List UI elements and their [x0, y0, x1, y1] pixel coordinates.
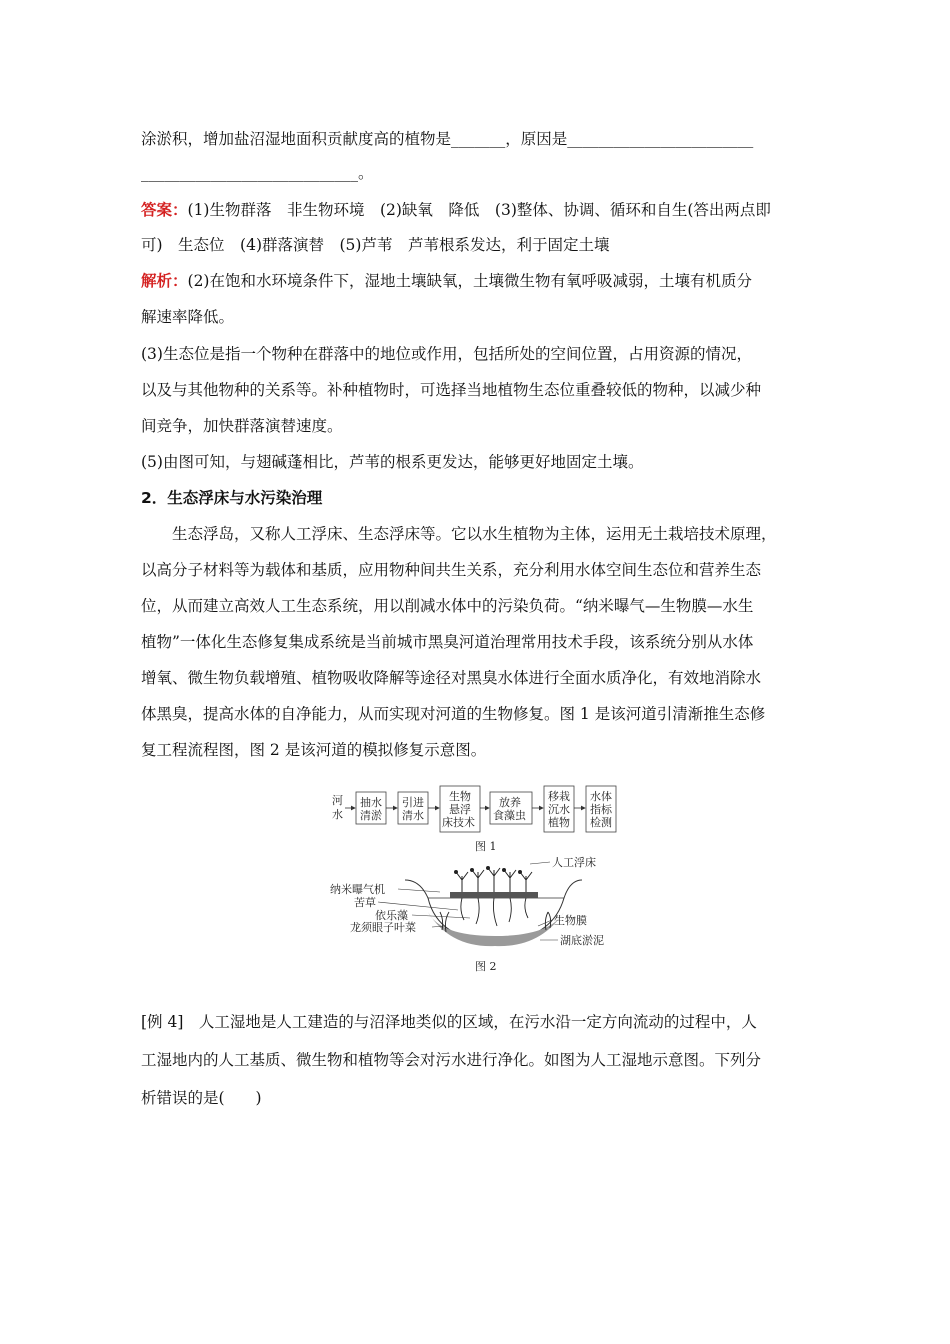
underwater-plants: [440, 898, 551, 932]
example-line-1: [例 4] 人工湿地是人工建造的与沼泽地类似的区域，在污水沿一定方向流动的过程中，人: [141, 1013, 757, 1031]
paragraph-line-4: 植物”一体化生态修复集成系统是当前城市黑臭河道治理常用技术手段，该系统分别从水体: [141, 633, 754, 651]
restoration-diagram: [330, 855, 604, 973]
explanation-text-1: (2)在饱和水环境条件下，湿地土壤缺氧，土壤微生物有氧呼吸减弱，土壤有机质分: [187, 272, 752, 290]
explanation-line-5: 间竞争，加快群落演替速度。: [141, 417, 343, 435]
explanation-line-1: [141, 271, 752, 291]
flow-box-3-line-2: 悬浮: [449, 803, 471, 816]
example-line-3: 析错误的是( ): [141, 1089, 262, 1107]
label-biofilm: 生物膜: [554, 914, 587, 927]
flow-start-1: 河: [332, 794, 343, 807]
label-float-bed: 人工浮床: [552, 856, 596, 869]
paragraph-line-6: 体黑臭，提高水体的自净能力，从而实现对河道的生物修复。图 1 是该河道引清渐推生态修: [141, 705, 766, 723]
answer-line-2: 可) 生态位 (4)群落演替 (5)芦苇 芦苇根系发达，利于固定土壤: [141, 236, 610, 254]
flow-box-1-line-2: 清淤: [360, 809, 382, 822]
label-sludge: 湖底淤泥: [560, 934, 604, 947]
flow-box-6-line-1: 水体: [590, 790, 612, 803]
flow-box-4-line-1: 放养: [499, 796, 521, 809]
flow-box-3-line-3: 床技术: [442, 816, 475, 829]
explanation-line-2: 解速率降低。: [141, 308, 235, 326]
paragraph-line-7: 复工程流程图，图 2 是该河道的模拟修复示意图。: [141, 741, 487, 759]
answer-line-1: [141, 200, 771, 220]
paragraph-line-3: 位，从而建立高效人工生态系统，用以削减水体中的污染负荷。“纳米曝气—生物膜—水生: [141, 597, 754, 615]
figure-2-caption: 图 2: [475, 960, 497, 973]
flow-box-5-line-1: 移栽: [548, 790, 570, 803]
example-line-2: 工湿地内的人工基质、微生物和植物等会对污水进行净化。如图为人工湿地示意图。下列分: [141, 1051, 762, 1069]
flow-box-3-line-1: 生物: [449, 790, 471, 803]
flow-start-2: 水: [332, 808, 343, 821]
floating-bed: [450, 892, 538, 898]
paragraph-line-1: 生态浮岛，又称人工浮床、生态浮床等。它以水生植物为主体，运用无土栽培技术原理，: [141, 525, 777, 543]
flow-box-2-line-2: 清水: [402, 809, 424, 822]
label-potamogeton: 龙须眼子叶菜: [350, 921, 416, 934]
paragraph-line-2: 以高分子材料等为载体和基质，应用物种间共生关系，充分利用水体空间生态位和营养生态: [141, 561, 762, 579]
answer-text-1: (1)生物群落 非生物环境 (2)缺氧 降低 (3)整体、协调、循环和自生(答出两点即: [187, 201, 771, 219]
explanation-line-3: (3)生态位是指一个物种在群落中的地位或作用，包括所处的空间位置，占用资源的情况，: [141, 345, 752, 363]
explanation-line-4: 以及与其他物种的关系等。补种植物时，可选择当地植物生态位重叠较低的物种，以减少种: [141, 381, 762, 399]
flow-box-6-line-3: 检测: [590, 816, 612, 829]
text-line-1: 涂淤积，增加盐沼湿地面积贡献度高的植物是_______，原因是________________________: [141, 130, 754, 148]
flow-box-2-line-1: 引进: [402, 796, 424, 809]
section-heading: 2．生态浮床与水污染治理: [141, 489, 323, 507]
answer-label: 答案：: [141, 201, 188, 219]
figures: [320, 780, 630, 980]
flowchart: [332, 786, 616, 853]
explanation-line-6: (5)由图可知，与翅碱蓬相比，芦苇的根系更发达，能够更好地固定土壤。: [141, 453, 644, 471]
figure-1-caption: 图 1: [475, 840, 497, 853]
paragraph-line-5: 增氧、微生物负载增殖、植物吸收降解等途径对黑臭水体进行全面水质净化，有效地消除水: [141, 669, 762, 687]
label-grass: 苦草: [354, 896, 376, 909]
explanation-label: 解析：: [141, 272, 188, 290]
flow-box-1-line-1: 抽水: [360, 796, 382, 809]
text-line-2: ____________________________。: [141, 164, 374, 182]
label-aerator: 纳米曝气机: [330, 883, 385, 896]
plants: [455, 867, 533, 893]
flow-box-5-line-3: 植物: [548, 816, 570, 829]
flow-box-5-line-2: 沉水: [548, 803, 570, 816]
flow-box-4-line-2: 食藻虫: [493, 809, 526, 822]
flow-box-6-line-2: 指标: [590, 803, 612, 816]
label-elodea: 依乐藻: [375, 909, 408, 922]
